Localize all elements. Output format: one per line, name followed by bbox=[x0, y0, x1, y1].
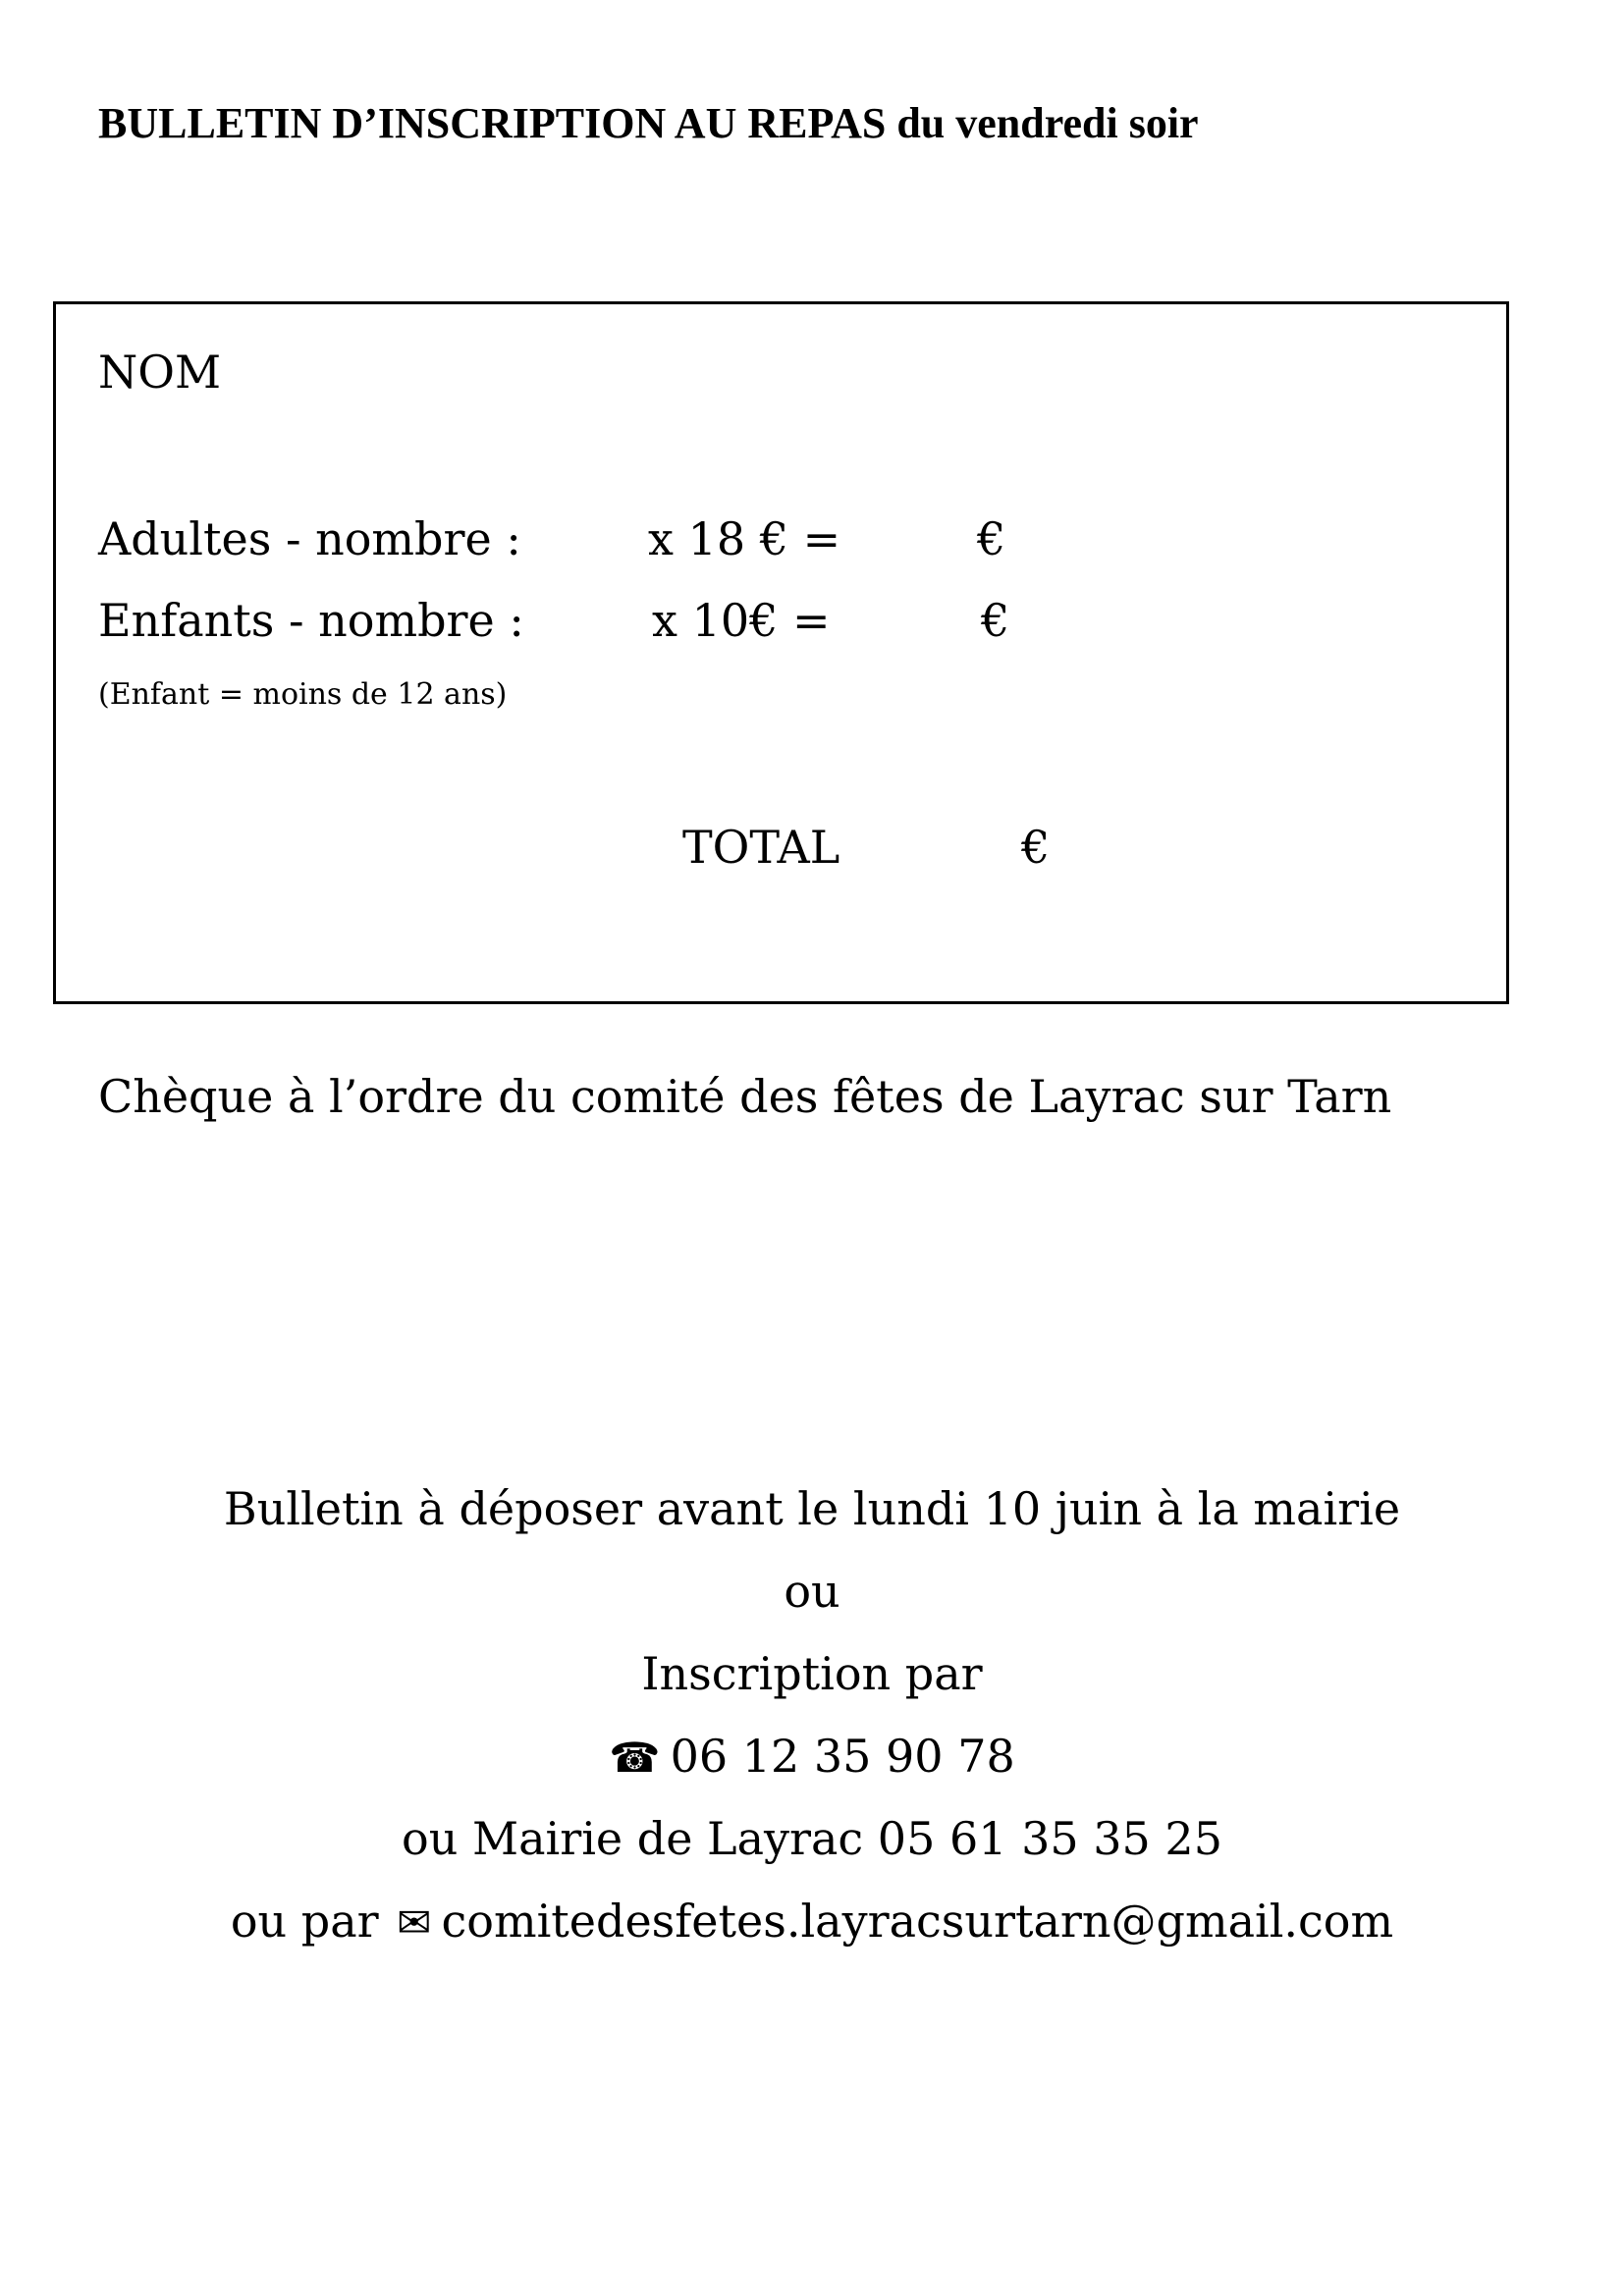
or-line: ou bbox=[784, 1565, 840, 1618]
email-line bbox=[0, 1895, 1624, 1948]
phone-line bbox=[0, 1730, 1624, 1783]
page-title: BULLETIN D’INSCRIPTION AU REPAS du vendredi soir bbox=[98, 99, 1199, 147]
envelope-icon: ✉ bbox=[397, 1898, 432, 1947]
adultes-currency: € bbox=[977, 512, 1006, 565]
registration-form-box bbox=[53, 301, 1509, 1004]
mairie-line: ou Mairie de Layrac 05 61 35 35 25 bbox=[402, 1812, 1222, 1865]
email-address: comitedesfetes.layracsurtarn@gmail.com bbox=[441, 1895, 1394, 1948]
deposit-line: Bulletin à déposer avant le lundi 10 juin à la mairie bbox=[223, 1482, 1401, 1535]
nom-label: NOM bbox=[98, 346, 222, 399]
total-currency: € bbox=[1021, 821, 1051, 874]
enfants-currency: € bbox=[981, 594, 1010, 647]
total-label: TOTAL bbox=[682, 821, 840, 874]
enfant-age-note: (Enfant = moins de 12 ans) bbox=[98, 677, 508, 712]
phone-number: 06 12 35 90 78 bbox=[670, 1730, 1015, 1783]
cheque-text: Chèque à l’ordre du comité des fêtes de Layrac sur Tarn bbox=[98, 1070, 1392, 1123]
inscription-line: Inscription par bbox=[641, 1647, 983, 1700]
email-prefix: ou par bbox=[230, 1895, 379, 1948]
telephone-icon: ☎ bbox=[609, 1734, 661, 1782]
adultes-label: Adultes - nombre : bbox=[98, 512, 521, 565]
adultes-price: x 18 € = bbox=[648, 512, 841, 565]
enfants-label: Enfants - nombre : bbox=[98, 594, 524, 647]
enfants-price: x 10€ = bbox=[652, 594, 831, 647]
